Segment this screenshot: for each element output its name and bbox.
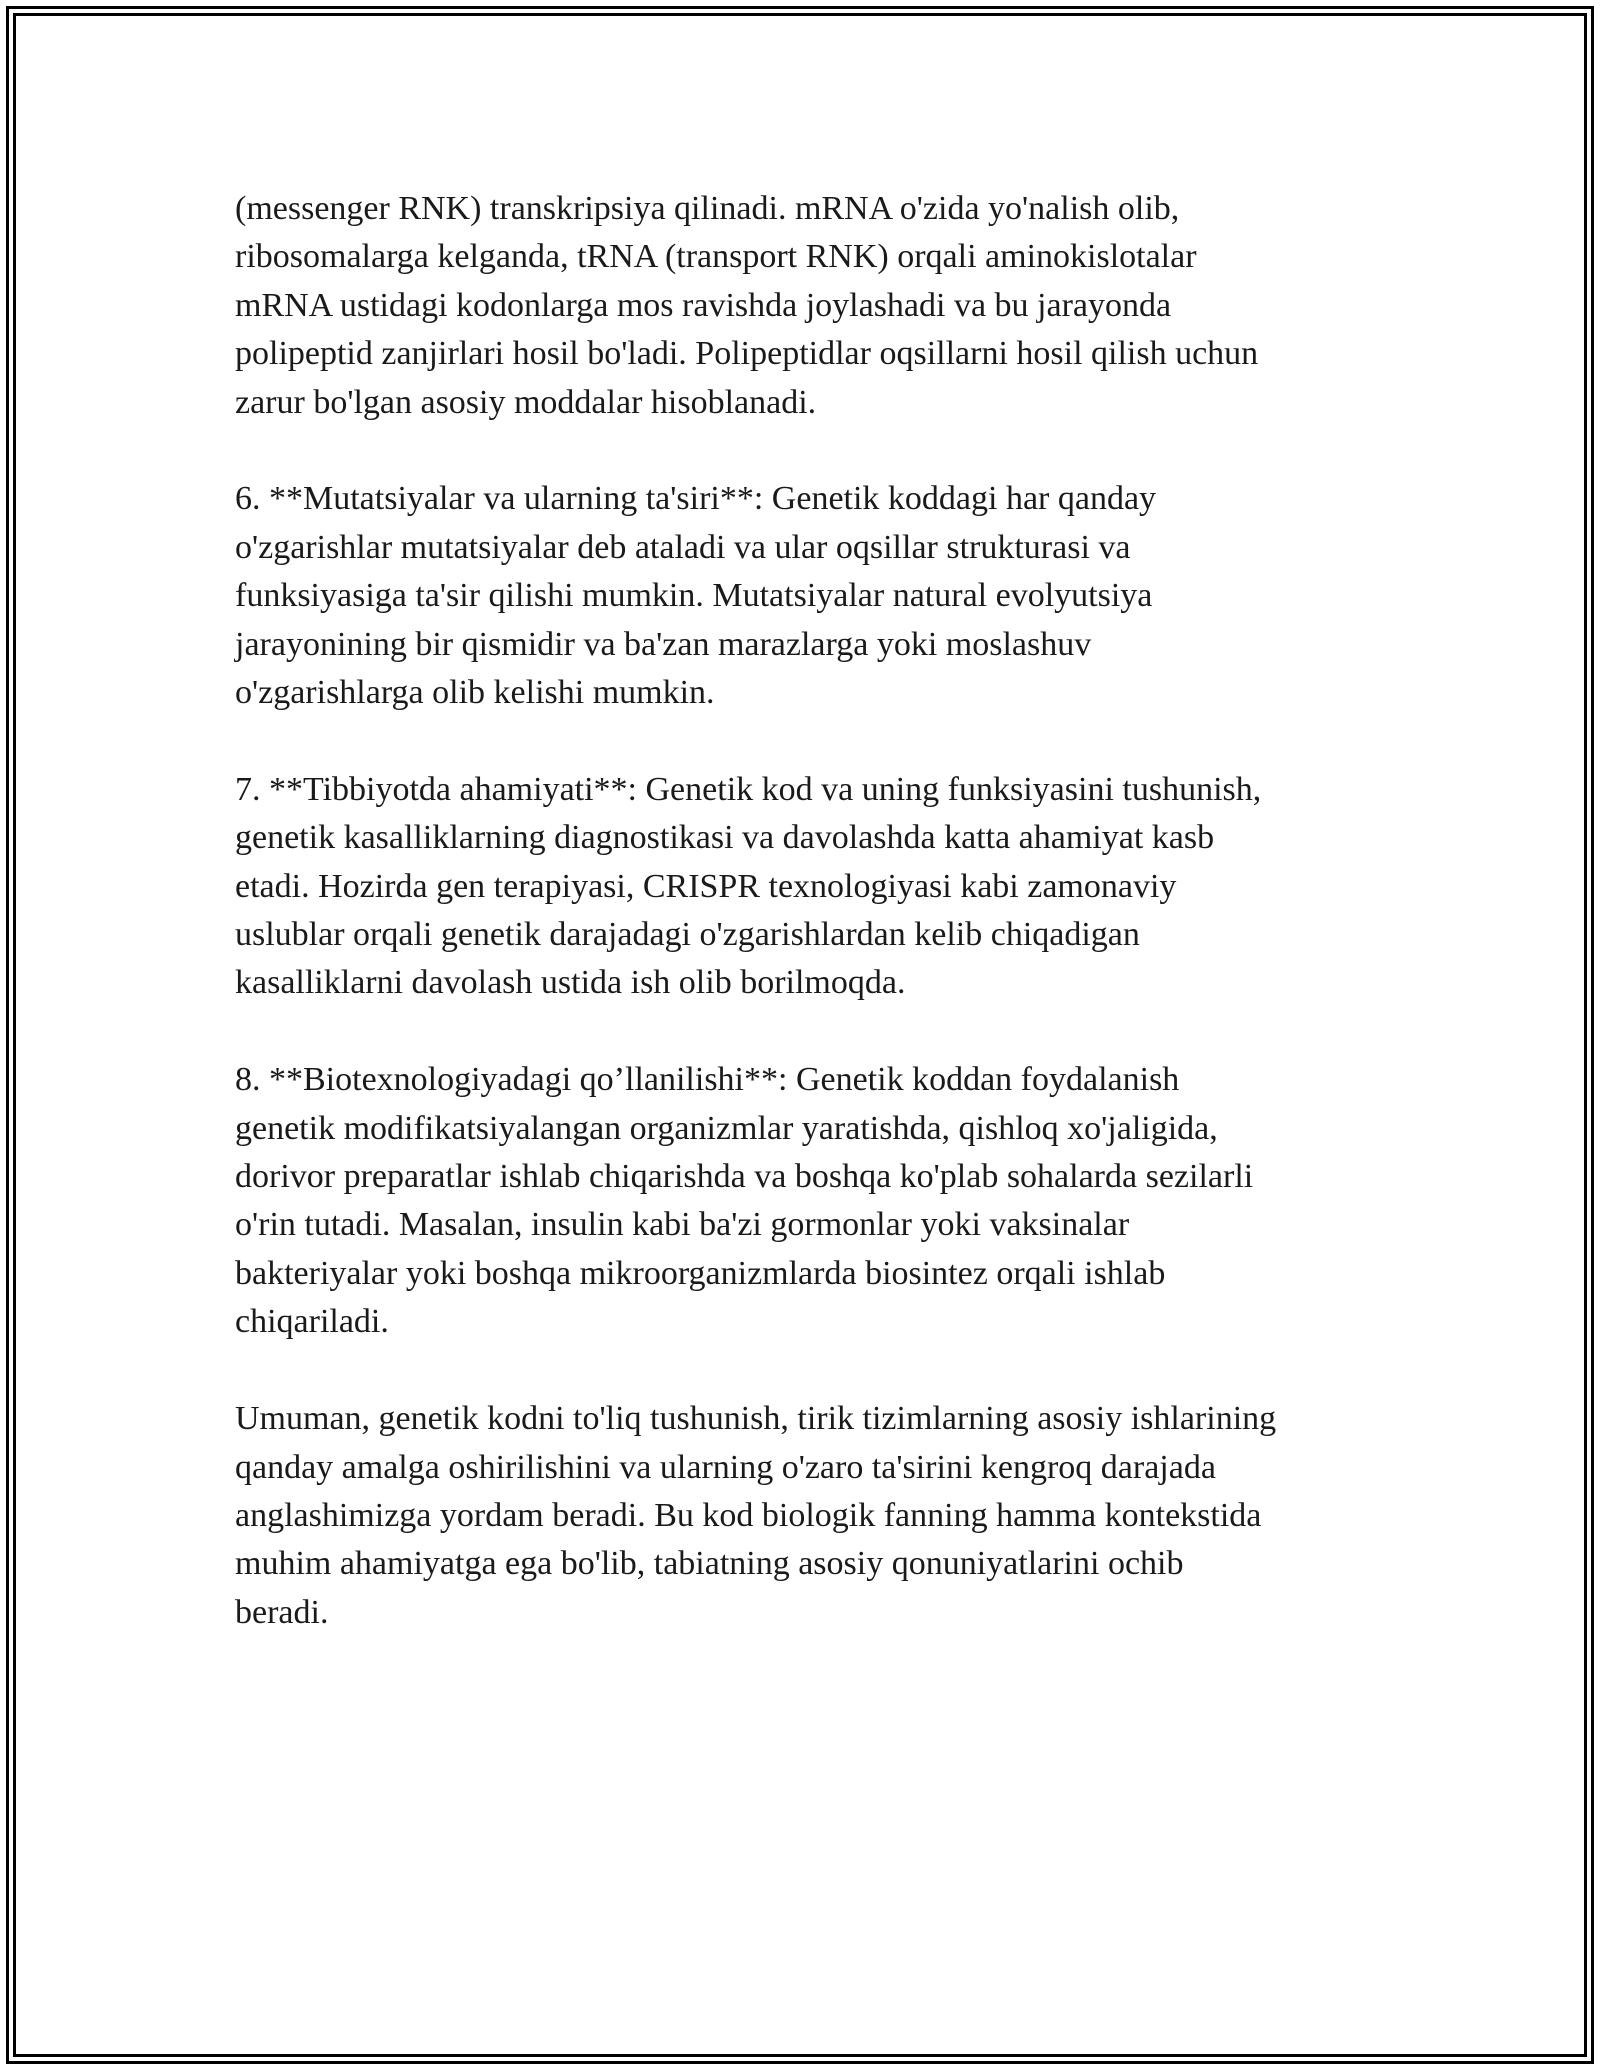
paragraph-biotechnology: 8. **Biotexnologiyadagi qo’llanilishi**: Genetik koddan foydalanish genetik modifikatsiyalangan organizmlar yaratishda, qishloq xo'jaligida, dorivor preparatlar ishlab chiqarishda va boshqa ko'plab sohalarda sezilarli o'rin tutadi. Masalan, insulin kabi ba'zi gormonlar yoki vaksinalar bakteriyalar yoki boshqa mikroorganizmlarda biosintez orqali ishlab chiqariladi. <box>235 1061 1254 1341</box>
paragraph-medicine: 7. **Tibbiyotda ahamiyati**: Genetik kod va uning funksiyasini tushunish, genetik kasalliklarning diagnostikasi va davolashda katta ahamiyat kasb etadi. Hozirda gen terapiyasi, CRISPR texnologiyasi kabi zamonaviy uslublar orqali genetik darajadagi o'zgarishlardan kelib chiqadigan kasalliklarni davolash ustida ish olib borilmoqda. <box>235 770 1262 1002</box>
paragraph-conclusion: Umuman, genetik kodni to'liq tushunish, tirik tizimlarning asosiy ishlarining qanday amalga oshirilishini va ularning o'zaro ta'sirini kengroq darajada anglashimizga yordam beradi. Bu kod biologik fanning hamma kontekstida muhim ahamiyatga ega bo'lib, tabiatning asosiy qonuniyatlarini ochib beradi. <box>235 1400 1277 1631</box>
paragraph-mrna-translation: (messenger RNK) transkripsiya qilinadi. mRNA o'zida yo'nalish olib, ribosomalarga kelganda, tRNA (transport RNK) orqali aminokislotalar mRNA ustidagi kodonlarga mos ravishda joylashadi va bu jarayonda polipeptid zanjirlari hosil bo'ladi. Polipeptidlar oqsillarni hosil qilish uchun zarur bo'lgan asosiy moddalar hisoblanadi. <box>235 190 1259 421</box>
document-body <box>235 185 1365 1686</box>
paragraph-mutations: 6. **Mutatsiyalar va ularning ta'siri**: Genetik koddagi har qanday o'zgarishlar mutatsiyalar deb ataladi va ular oqsillar strukturasi va funksiyasiga ta'sir qilishi mumkin. Mutatsiyalar natural evolyutsiya jarayonining bir qismidir va ba'zan marazlarga yoki moslashuv o'zgarishlarga olib kelishi mumkin. <box>235 480 1157 712</box>
